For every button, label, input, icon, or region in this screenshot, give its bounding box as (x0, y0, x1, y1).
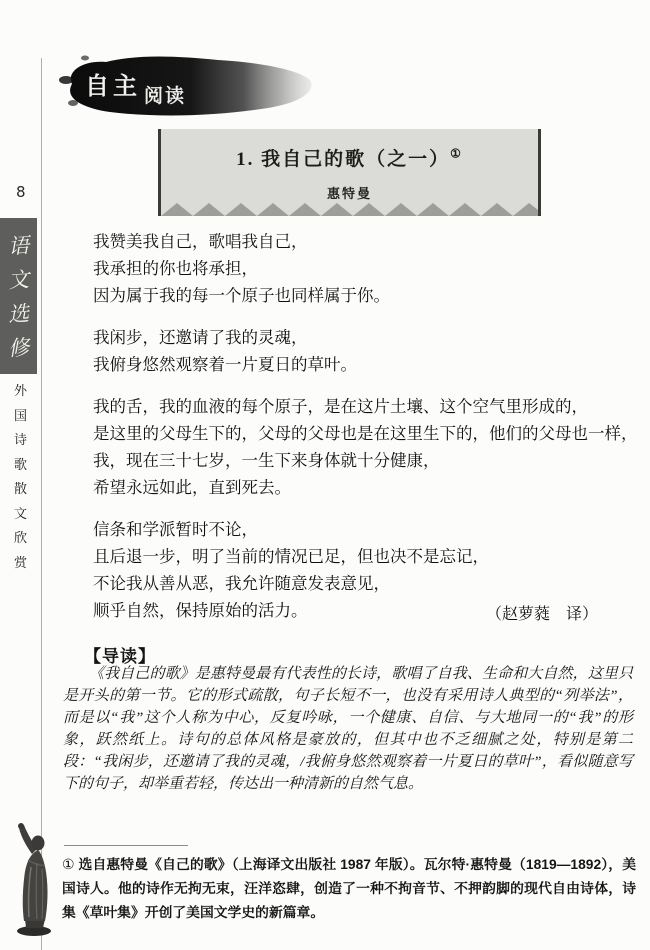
poem-author: 惠特曼 (326, 186, 372, 201)
subseries-char: 歌 (13, 456, 27, 472)
poem-line: 且后退一步，明了当前的情况已足，但也决不是忘记， (93, 547, 489, 566)
series-char: 选 (7, 301, 30, 327)
series-title-vertical (0, 218, 37, 374)
lesson-title-text: 1. 我自己的歌（之一） (236, 149, 451, 170)
guide-section-header: 【导读】 (84, 647, 156, 666)
poem-stanza (93, 393, 638, 501)
poem-line: 我俯身悠然观察着一片夏日的草叶。 (93, 355, 357, 374)
poem-line: 我的舌，我的血液的每个原子，是在这片土壤、这个空气里形成的， (93, 397, 588, 416)
series-char: 文 (7, 267, 30, 293)
poem-stanza (93, 324, 638, 378)
subseries-char: 散 (13, 481, 27, 496)
poem-body (93, 228, 638, 639)
banner-label-primary: 自主 (85, 74, 141, 100)
poem-line: 顺乎自然，保持原始的活力。 (93, 601, 308, 620)
subseries-char: 诗 (13, 432, 27, 447)
footnote-text: 选自惠特曼《自己的歌》（上海译文出版社 1987 年版）。瓦尔特·惠特曼（1819—1892），美国诗人。他的诗作无拘无束，汪洋恣肆，创造了一种不拘音节、不押韵脚的现代自由诗体，诗集《草叶集》开创了美国文学史的新篇章。 (62, 857, 637, 920)
zigzag-border-decoration (161, 201, 538, 216)
page-number: 8 (16, 183, 26, 201)
classical-statue-illustration (7, 819, 61, 944)
poem-line: 不论我从善从恶，我允许随意发表意见， (93, 574, 390, 593)
poem-line: 我闲步，还邀请了我的灵魂， (93, 328, 308, 347)
poem-line: 希望永远如此，直到死去。 (93, 478, 291, 497)
footnote (62, 853, 636, 925)
lesson-title (161, 144, 538, 171)
section-banner (58, 50, 320, 122)
statue-icon (7, 819, 61, 939)
subseries-char: 赏 (13, 554, 27, 570)
poem-line: 信条和学派暂时不论， (93, 520, 258, 539)
series-char: 语 (7, 233, 30, 259)
poem-line: 我承担的你也将承担， (93, 259, 258, 278)
footnote-divider-line (64, 845, 188, 846)
subseries-title-vertical (0, 379, 41, 575)
footnote-marker: ① (62, 857, 75, 872)
banner-label-secondary: 阅读 (144, 86, 187, 107)
poem-line: 我赞美我自己，歌唱我自己， (93, 232, 308, 251)
subseries-char: 欣 (13, 530, 27, 545)
subseries-char: 国 (13, 407, 27, 423)
poem-line: 是这里的父母生下的，父母的父母也是在这里生下的，他们的父母也一样， (93, 424, 638, 443)
poem-stanza (93, 228, 638, 309)
translator-credit: （赵萝蕤 译） (485, 606, 598, 623)
footnote-ref-marker: ① (450, 146, 463, 161)
subseries-char: 文 (13, 505, 27, 521)
series-char: 修 (7, 335, 30, 361)
guide-section-body: 《我自己的歌》是惠特曼最有代表性的长诗，歌唱了自我、生命和大自然，这里只是开头的第一节。它的形式疏散，句子长短不一，也没有采用诗人典型的“列举法”，而是以“我”这个人称为中心，反复吟咏，一个健康、自信、与大地同一的“我”的形象，跃然纸上。诗句的总体风格是豪放的，但其中也不乏细腻之处，特别是第二段：“我闲步，还邀请了我的灵魂，/我俯身悠然观察着一片夏日的草叶”，看似随意写下的句子，却举重若轻，传达出一种清新的自然气息。 (63, 666, 633, 792)
poem-line: 我，现在三十七岁，一生下来身体就十分健康， (93, 451, 440, 470)
subseries-char: 外 (13, 383, 27, 398)
lesson-title-box (158, 129, 541, 216)
margin-divider-line (41, 58, 42, 950)
poem-line: 因为属于我的每一个原子也同样属于你。 (93, 286, 390, 305)
